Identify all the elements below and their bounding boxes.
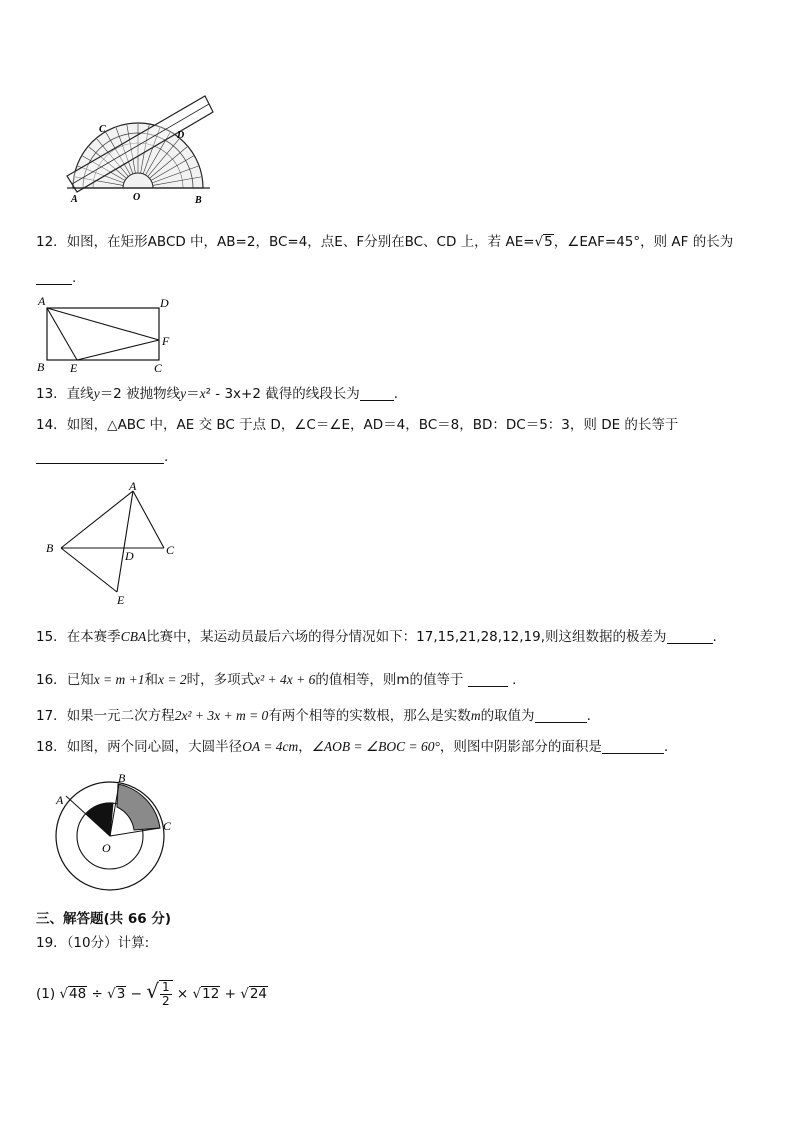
q16-eq2: x = 2 (158, 672, 187, 687)
sqrt-symbol: √ (192, 986, 202, 1002)
answer-blank[interactable] (36, 449, 164, 464)
q12-number: 12． (36, 234, 67, 250)
radicand-48: 48 (69, 986, 87, 1002)
sqrt-symbol: √ (146, 979, 159, 1003)
triangle-figure (40, 478, 190, 608)
answer-blank[interactable] (667, 629, 713, 644)
q16-text-c: 时，多项式 (186, 672, 255, 688)
label-f: F (162, 334, 170, 348)
label-o: O (102, 841, 111, 855)
q19-number: 19． (36, 935, 67, 951)
question-16 (36, 670, 516, 690)
minus-sign: − (130, 986, 142, 1002)
q15-number: 15． (36, 629, 67, 645)
q13-text-d: ² - 3x+2 截得的线段长为 (205, 386, 360, 402)
q14-end: . (164, 449, 169, 465)
q18-angles: ∠AOB = ∠BOC = 60° (311, 739, 440, 754)
q16-number: 16． (36, 672, 67, 688)
var-y: y (180, 386, 187, 401)
question-18 (36, 737, 668, 757)
label-d: D (125, 549, 134, 563)
answer-blank[interactable] (36, 270, 72, 285)
question-19 (36, 933, 149, 953)
label-a: A (71, 194, 78, 205)
q18-end: . (663, 739, 669, 755)
label-a: A (38, 294, 46, 308)
q18-number: 18． (36, 739, 67, 755)
q12-answer-line (36, 268, 76, 288)
question-15 (36, 627, 717, 647)
q15-text-b: 比赛中，某运动员最后六场的得分情况如下：17,15,21,28,12,19,则这组数据的极差为 (146, 629, 667, 645)
q13-text-a: 直线 (66, 386, 94, 402)
label-d: D (177, 130, 185, 141)
answer-blank[interactable] (535, 708, 587, 723)
part-label: (1) (36, 986, 56, 1002)
rectangle-figure (34, 293, 184, 375)
var-x: x (199, 386, 206, 401)
q19-points: （10分）计算: (66, 935, 150, 951)
question-17 (36, 706, 591, 726)
label-a: A (129, 479, 137, 493)
label-c: C (163, 819, 172, 833)
q16-poly: x² + 4x + 6 (254, 672, 316, 687)
answer-blank[interactable] (468, 672, 508, 687)
label-b: B (37, 360, 45, 374)
sqrt-symbol: √ (107, 986, 116, 1002)
q17-end: . (586, 708, 591, 724)
q17-text-a: 如果一元二次方程 (66, 708, 175, 724)
sqrt-symbol: √ (534, 234, 544, 250)
label-o: O (133, 192, 141, 203)
q13-text-c: ＝ (186, 386, 200, 402)
q17-text-c: 的取值为 (480, 708, 535, 724)
radicand-3: 3 (116, 986, 126, 1002)
var-m: m (470, 708, 481, 723)
q17-eq: 2x² + 3x + m = 0 (174, 708, 269, 723)
q16-text-a: 已知 (66, 672, 94, 688)
q18-text-a: 如图，两个同心圆，大圆半径 (66, 739, 243, 755)
q14-answer-line (36, 447, 168, 467)
q16-eq1: x = m +1 (93, 672, 145, 687)
q12-text-a: 如图，在矩形ABCD 中，AB=2，BC=4，点E、F分别在BC、CD 上，若 AE= (66, 234, 535, 250)
label-d: D (160, 296, 169, 310)
label-b: B (46, 541, 54, 555)
label-b: B (118, 771, 126, 785)
label-b: B (195, 195, 202, 206)
plus-sign: + (224, 986, 236, 1002)
denominator: 2 (161, 994, 170, 1008)
q12-end: . (72, 270, 77, 286)
label-c: C (154, 361, 163, 375)
label-e: E (117, 593, 125, 607)
sqrt-symbol: √ (240, 986, 249, 1002)
times-sign: × (176, 986, 189, 1002)
question-13 (36, 384, 398, 404)
q15-text-a: 在本赛季 (66, 629, 121, 645)
label-a: A (56, 793, 64, 807)
numerator: 1 (161, 980, 170, 994)
fraction-half (159, 980, 173, 1008)
sqrt-symbol: √ (59, 986, 69, 1002)
q13-end: . (393, 386, 399, 402)
q19-part1 (36, 976, 268, 1009)
label-e: E (70, 361, 78, 375)
radicand-12: 12 (202, 986, 220, 1002)
question-12 (36, 232, 733, 252)
q12-sqrt-value: 5 (544, 234, 553, 250)
q14-text: 如图，△ABC 中，AE 交 BC 于点 D，∠C＝∠E，AD＝4，BC＝8，BD：DC＝5：3，则 DE 的长等于 (66, 417, 679, 433)
q17-number: 17． (36, 708, 67, 724)
q18-text-b: ，则图中阴影部分的面积是 (439, 739, 602, 755)
q18-oa: OA = 4cm (242, 739, 299, 754)
q13-number: 13． (36, 386, 67, 402)
question-14 (36, 415, 678, 435)
radicand-24: 24 (249, 986, 268, 1002)
section-heading: 三、解答题(共 66 分) (36, 911, 172, 927)
q16-text-b: 和 (144, 672, 159, 688)
concentric-circles-figure (48, 770, 188, 892)
q14-number: 14． (36, 417, 67, 433)
protractor-figure (55, 90, 220, 210)
answer-blank[interactable] (360, 386, 394, 401)
q12-text-b: ，∠EAF=45°，则 AF 的长为 (553, 234, 734, 250)
divide-sign: ÷ (91, 986, 103, 1002)
q13-text-b: ＝2 被抛物线 (99, 386, 181, 402)
label-c: C (99, 124, 106, 135)
var-y: y (93, 386, 100, 401)
label-c: C (166, 543, 175, 557)
q15-end: . (712, 629, 717, 645)
q16-text-d: 的值相等，则m的值等于 (315, 672, 464, 688)
q18-sep: ， (298, 739, 312, 755)
answer-blank[interactable] (602, 739, 664, 754)
q17-text-b: 有两个相等的实数根，那么是实数 (268, 708, 471, 724)
q16-end: . (512, 672, 517, 688)
q15-cba: CBA (120, 629, 147, 644)
